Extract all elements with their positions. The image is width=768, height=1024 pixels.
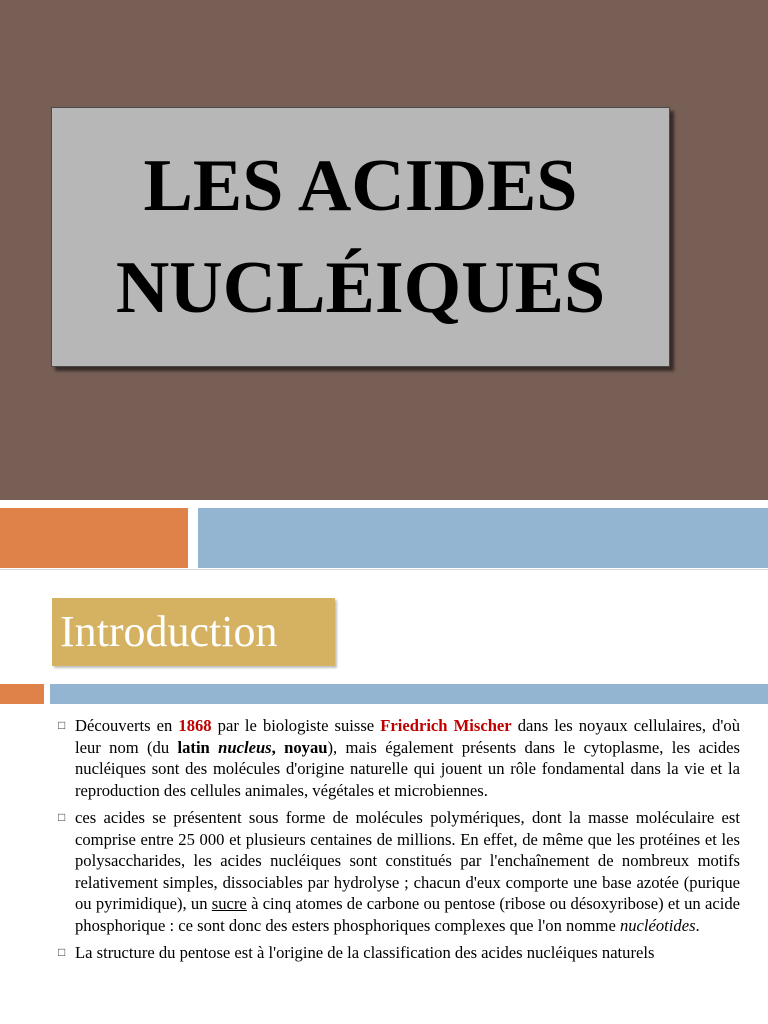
orange-accent-bar <box>0 508 188 568</box>
slide-body <box>58 715 740 970</box>
divider-line <box>0 569 768 570</box>
slide-title <box>116 135 605 339</box>
bullet-item <box>58 715 740 801</box>
title-line-2: NUCLÉIQUES <box>115 247 606 329</box>
slide-separator <box>0 500 768 508</box>
bullet-square-icon: □ <box>58 718 66 732</box>
section-heading: Introduction <box>60 607 278 656</box>
bullet-2-text: ces acides se présentent sous forme de molécules polymériques, dont la masse moléculaire est comprise entre 25 000 et plusieurs centaines de millions. En effet, de même que les protéines et les polysaccharides, les acides nucléiques sont constitués par l'enchaînement de nombreux motifs relativement simples, dissociables par hydrolyse ; chacun d'eux comporte une base azotée (purique ou pyrimidique), un sucre à cinq atomes de carbone ou pentose (ribose ou désoxyribose) et un acide phosphorique : ce sont donc des esters phosphoriques complexes que l'on nomme nucléotides. <box>75 808 741 935</box>
bullet-3-text: La structure du pentose est à l'origine de la classification des acides nucléiques naturels <box>75 943 655 962</box>
bullet-item <box>58 807 740 936</box>
title-line-1: LES ACIDES <box>143 145 578 227</box>
title-box <box>51 107 670 367</box>
blue-small-bar <box>50 684 768 704</box>
blue-accent-bar <box>198 508 768 568</box>
section-heading-box <box>52 598 335 666</box>
bullet-1-text: Découverts en 1868 par le biologiste suisse Friedrich Mischer dans les noyaux cellulaires, d'où leur nom (du latin nucleus, noyau), mais également présents dans le cytoplasme, les acides nucléiques sont des molécules d'origine naturelle qui jouent un rôle fondamental dans la vie et la reproduction des cellules animales, végétales et microbiennes. <box>75 716 741 800</box>
bullet-item <box>58 942 740 964</box>
title-slide <box>0 0 768 500</box>
orange-small-bar <box>0 684 44 704</box>
bullet-square-icon: □ <box>58 810 66 824</box>
bullet-square-icon: □ <box>58 945 66 959</box>
